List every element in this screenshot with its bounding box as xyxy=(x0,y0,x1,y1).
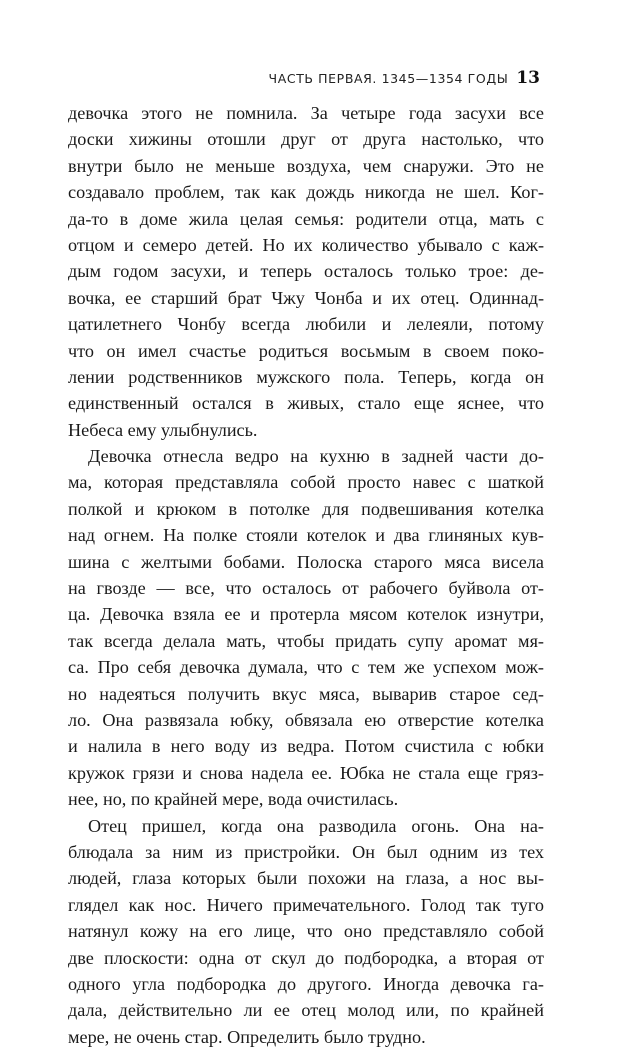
text-line: дала, действительно ли ее отец молод или, по крайней xyxy=(68,1000,544,1021)
text-line: дым годом засухи, и теперь осталось только трое: де- xyxy=(68,261,544,282)
text-line: что он имел счастье родиться восьмым в своем поко- xyxy=(68,340,544,361)
text-line: доски хижины отошли друг от друга настолько, что xyxy=(68,129,544,150)
text-line: отцом и семеро детей. Но их количество убывало с каж- xyxy=(68,234,544,255)
text-line: ца. Девочка взяла ее и протерла мясом котелок изнутри, xyxy=(68,604,544,625)
text-line: две плоскости: одна от скул до подбородка, а вторая от xyxy=(68,947,544,968)
text-line: нее, но, по крайней мере, вода очистилась. xyxy=(68,789,399,810)
paragraph-1 xyxy=(68,100,544,443)
text-line: единственный остался в живых, стало еще яснее, что xyxy=(68,393,544,414)
running-head xyxy=(269,68,540,88)
text-line: натянул кожу на его лице, что оно представляло собой xyxy=(68,921,544,942)
text-line: внутри было не меньше воздуха, чем снаружи. Это не xyxy=(68,155,544,176)
text-line: блюдала за ним из пристройки. Он был одним из тех xyxy=(68,841,544,862)
text-line: Девочка отнесла ведро на кухню в задней части до- xyxy=(88,446,544,467)
text-line: создавало проблем, так как дождь никогда не шел. Ког- xyxy=(68,182,544,203)
text-line: Небеса ему улыбнулись. xyxy=(68,419,258,440)
text-line: кружок грязи и снова надела ее. Юбка не стала еще гряз- xyxy=(68,762,544,783)
text-line: полкой и крюком в потолке для подвешивания котелка xyxy=(68,498,544,519)
text-line: девочка этого не помнила. За четыре года засухи все xyxy=(68,103,544,123)
text-line: но надеяться получить вкус мяса, выварив старое сед- xyxy=(68,683,544,704)
body-text xyxy=(68,100,544,1050)
text-line: ма, которая представляла собой просто навес с шаткой xyxy=(68,472,544,493)
text-line: и налила в него воду из ведра. Потом счистила с юбки xyxy=(68,736,544,757)
text-line: людей, глаза которых были похожи на глаза, а нос вы- xyxy=(68,868,544,889)
text-line: лении родственников мужского пола. Теперь, когда он xyxy=(68,366,544,387)
text-line: да-то в доме жила целая семья: родители отца, мать с xyxy=(68,208,544,229)
running-title: ЧАСТЬ ПЕРВАЯ. 1345—1354 ГОДЫ xyxy=(268,71,509,86)
text-line: ло. Она развязала юбку, обвязала ею отверстие котелка xyxy=(68,709,544,730)
text-line: вочка, ее старший брат Чжу Чонба и их отец. Одиннад- xyxy=(68,287,544,308)
text-line: шина с желтыми бобами. Полоска старого мяса висела xyxy=(68,551,544,572)
paragraph-3 xyxy=(68,813,544,1050)
page-number: 13 xyxy=(516,68,540,88)
text-line: мере, не очень стар. Определить было трудно. xyxy=(68,1026,426,1047)
text-line: цатилетнего Чонбу всегда любили и лелеяли, потому xyxy=(68,314,544,335)
text-line: одного угла подбородка до другого. Иногда девочка га- xyxy=(68,973,544,994)
text-line: на гвозде — все, что осталось от рабочего буйвола от- xyxy=(68,578,544,599)
text-line: Отец пришел, когда она разводила огонь. Она на- xyxy=(88,815,544,836)
paragraph-2 xyxy=(68,443,544,812)
text-line: са. Про себя девочка думала, что с тем же успехом мож- xyxy=(68,657,544,678)
text-line: над огнем. На полке стояли котелок и два глиняных кув- xyxy=(68,525,544,546)
text-line: глядел как нос. Ничего примечательного. Голод так туго xyxy=(68,894,544,915)
text-line: так всегда делала мать, чтобы придать супу аромат мя- xyxy=(68,630,544,651)
